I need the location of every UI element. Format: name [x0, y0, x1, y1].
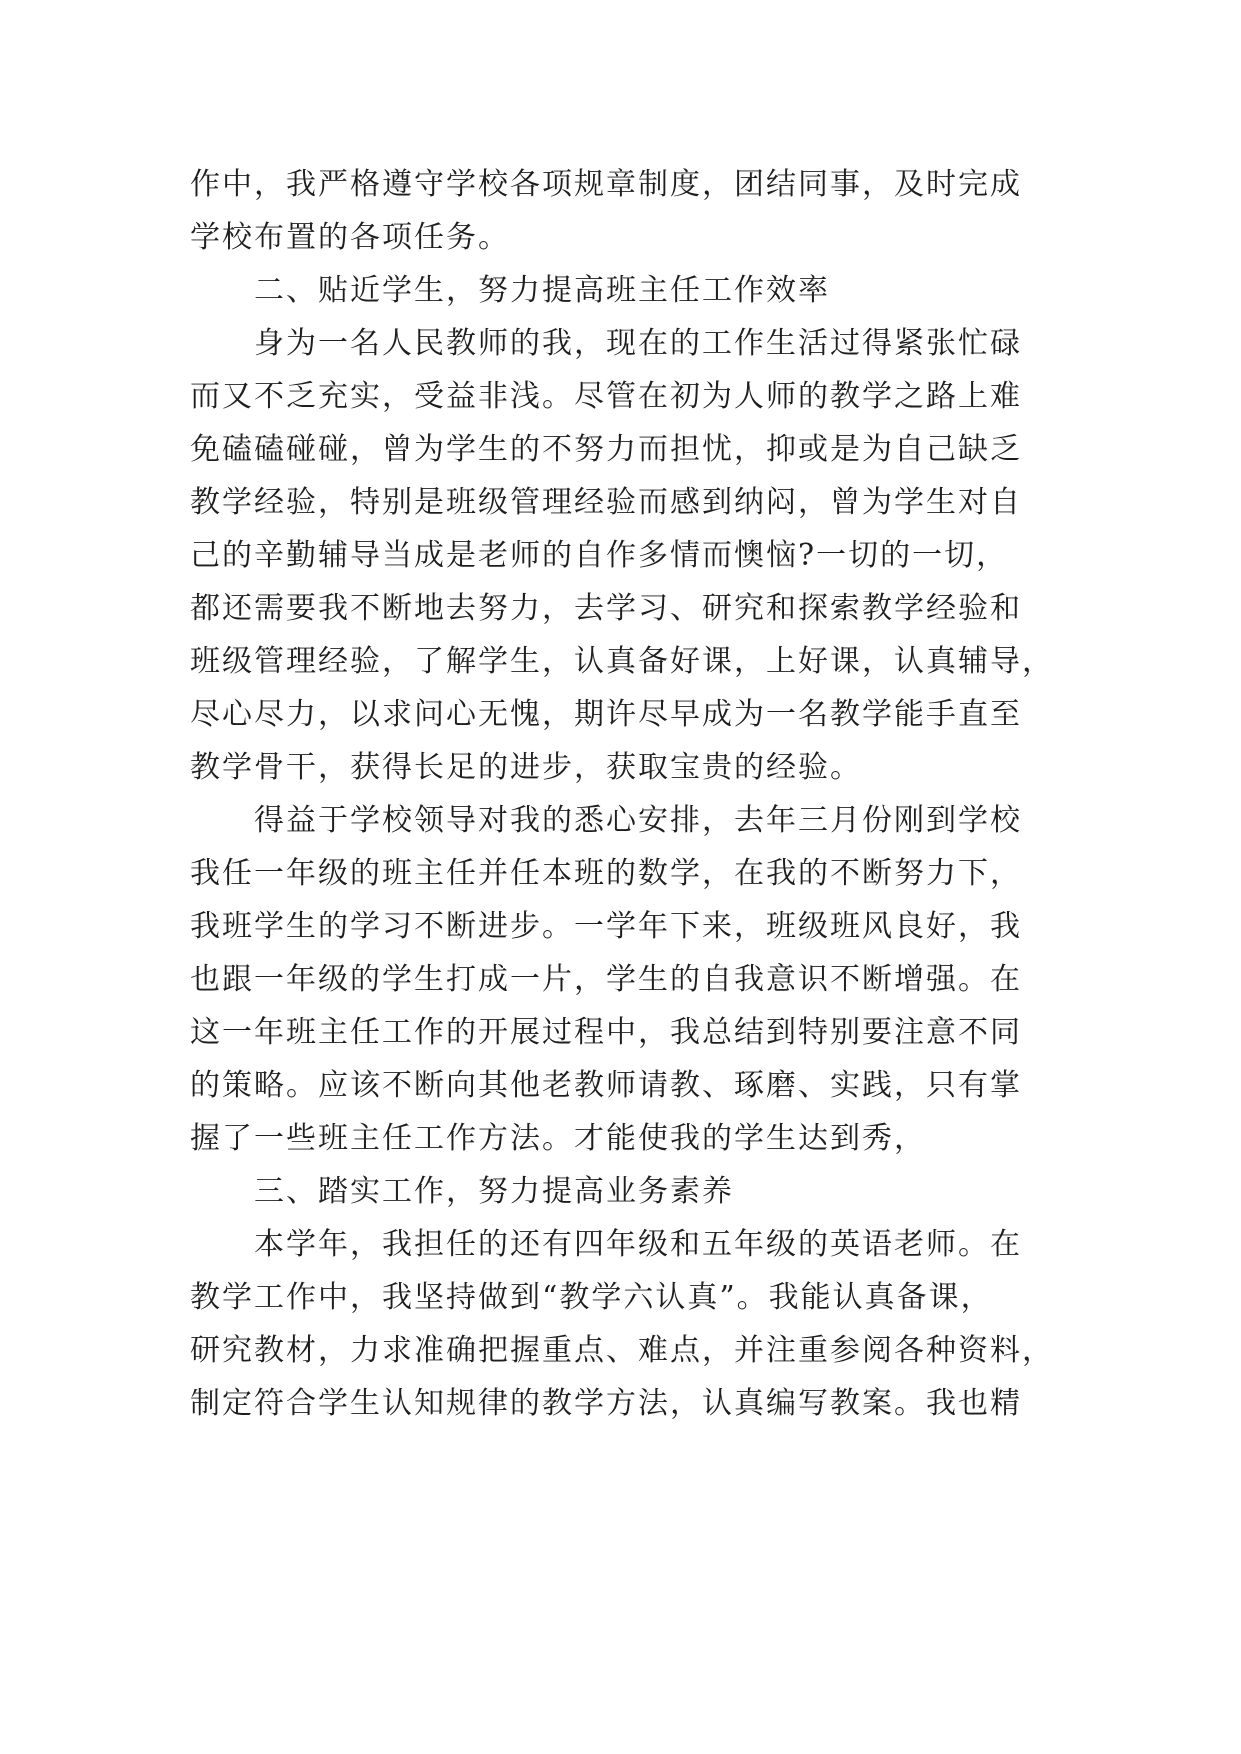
text-line: 而又不乏充实，受益非浅。尽管在初为人师的教学之路上难	[190, 379, 1022, 414]
text-line: 我班学生的学习不断进步。一学年下来，班级班风良好，我	[190, 909, 1022, 944]
text-line: 教学经验，特别是班级管理经验而感到纳闷，曾为学生对自	[190, 485, 1022, 520]
text-line: 都还需要我不断地去努力，去学习、研究和探索教学经验和	[190, 591, 1022, 626]
text-line: 也跟一年级的学生打成一片，学生的自我意识不断增强。在	[190, 962, 1022, 997]
document-body	[190, 158, 1054, 1430]
text-line: 学校布置的各项任务。	[190, 220, 510, 255]
text-line: 握了一些班主任工作方法。才能使我的学生达到秀，	[190, 1121, 926, 1156]
text-line: 教学骨干，获得长足的进步，获取宝贵的经验。	[190, 750, 862, 785]
text-line: 作中，我严格遵守学校各项规章制度，团结同事，及时完成	[190, 167, 1022, 202]
text-line: 研究教材，力求准确把握重点、难点，并注重参阅各种资料，	[190, 1333, 1054, 1368]
text-line: 身为一名人民教师的我，现在的工作生活过得紧张忙碌	[254, 326, 1022, 361]
text-line: 这一年班主任工作的开展过程中，我总结到特别要注意不同	[190, 1015, 1022, 1050]
text-line: 得益于学校领导对我的悉心安排，去年三月份刚到学校	[254, 803, 1022, 838]
text-line: 制定符合学生认知规律的教学方法，认真编写教案。我也精	[190, 1386, 1022, 1421]
text-line: 的策略。应该不断向其他老教师请教、琢磨、实践，只有掌	[190, 1068, 1022, 1103]
text-line: 我任一年级的班主任并任本班的数学，在我的不断努力下，	[190, 856, 1022, 891]
text-line: 三、踏实工作，努力提高业务素养	[254, 1174, 734, 1209]
text-line: 二、贴近学生，努力提高班主任工作效率	[254, 273, 830, 308]
text-line: 尽心尽力，以求问心无愧，期许尽早成为一名教学能手直至	[190, 697, 1022, 732]
text-line: 己的辛勤辅导当成是老师的自作多情而懊恼?一切的一切，	[190, 538, 1009, 573]
text-line: 本学年，我担任的还有四年级和五年级的英语老师。在	[254, 1227, 1022, 1262]
text-line: 班级管理经验，了解学生，认真备好课，上好课，认真辅导，	[190, 644, 1054, 679]
text-line: 教学工作中，我坚持做到“教学六认真”。我能认真备课，	[190, 1280, 993, 1315]
text-line: 免磕磕碰碰，曾为学生的不努力而担忧，抑或是为自己缺乏	[190, 432, 1022, 467]
